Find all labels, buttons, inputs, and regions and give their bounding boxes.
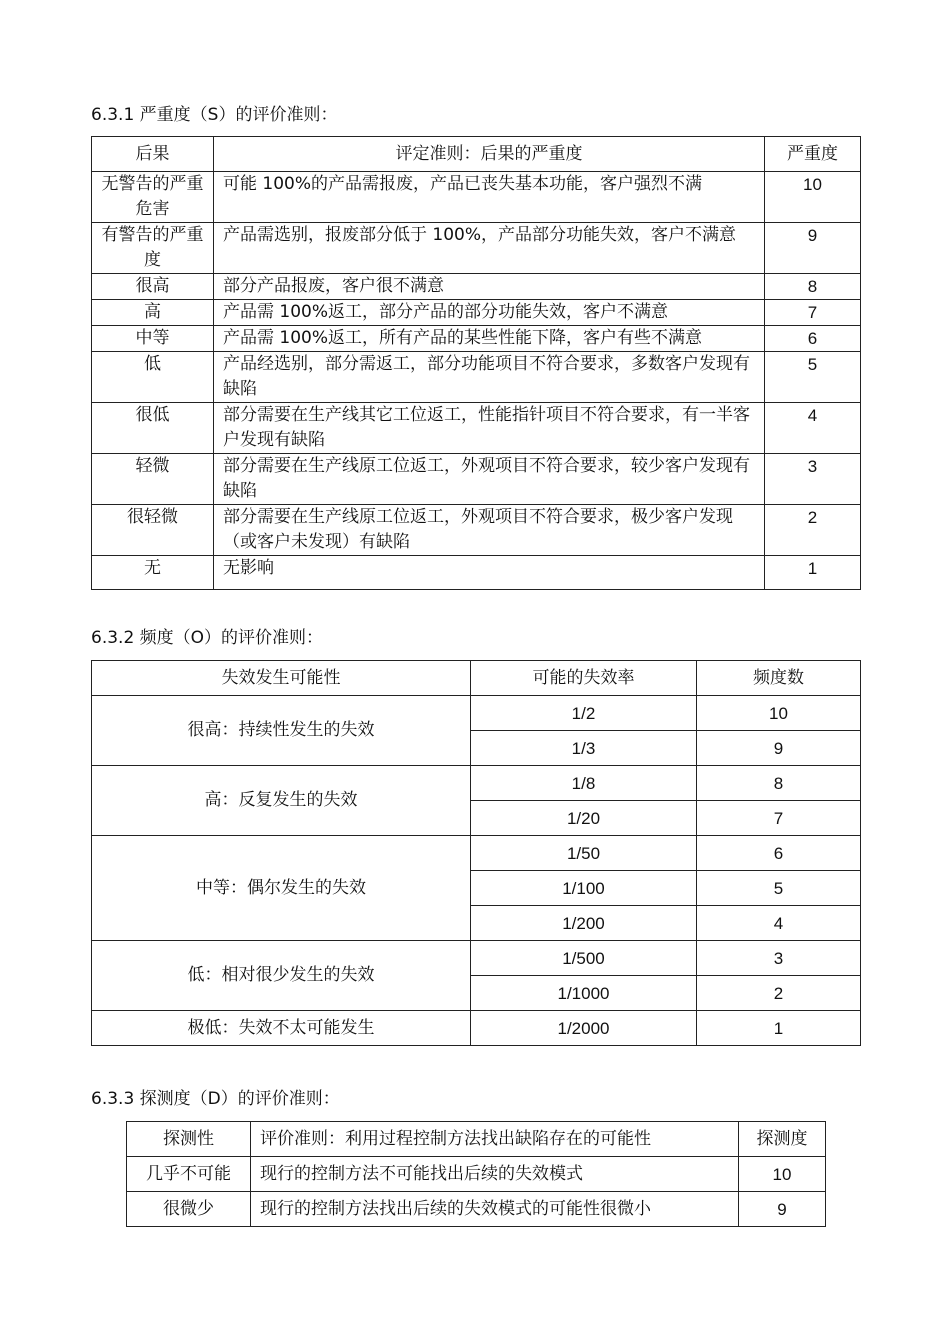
table-row bbox=[92, 403, 861, 454]
rank-cell: 5 bbox=[765, 352, 861, 403]
rank-cell: 8 bbox=[765, 274, 861, 300]
table-row bbox=[127, 1192, 826, 1227]
table-row bbox=[92, 300, 861, 326]
table-row bbox=[92, 556, 861, 590]
column-header: 探测度 bbox=[739, 1122, 826, 1157]
criteria-cell: 产品需选别，报废部分低于 100%，产品部分功能失效，客户不满意 bbox=[214, 223, 765, 274]
effect-cell: 很低 bbox=[92, 403, 214, 454]
rank-cell: 6 bbox=[765, 326, 861, 352]
column-header: 频度数 bbox=[697, 661, 861, 696]
table-row bbox=[92, 326, 861, 352]
rate-cell: 1/1000 bbox=[471, 976, 697, 1011]
effect-cell: 有警告的严重度 bbox=[92, 223, 214, 274]
column-header: 评价准则：利用过程控制方法找出缺陷存在的可能性 bbox=[251, 1122, 739, 1157]
rank-cell: 10 bbox=[765, 172, 861, 223]
occurrence-table bbox=[91, 660, 861, 1046]
table-row bbox=[92, 766, 861, 801]
severity-heading: 6.3.1 严重度（S）的评价准则： bbox=[91, 105, 338, 125]
effect-cell: 中等 bbox=[92, 326, 214, 352]
table-row bbox=[92, 1011, 861, 1046]
rate-cell: 1/20 bbox=[471, 801, 697, 836]
effect-cell: 很轻微 bbox=[92, 505, 214, 556]
rate-cell: 1/3 bbox=[471, 731, 697, 766]
table-row bbox=[92, 274, 861, 300]
likelihood-cell: 低：相对很少发生的失效 bbox=[92, 941, 471, 1011]
column-header: 后果 bbox=[92, 137, 214, 172]
criteria-cell: 部分需要在生产线原工位返工，外观项目不符合要求，极少客户发现（或客户未发现）有缺陷 bbox=[214, 505, 765, 556]
criteria-cell: 无影响 bbox=[214, 556, 765, 590]
criteria-cell: 部分产品报废，客户很不满意 bbox=[214, 274, 765, 300]
rate-cell: 1/2 bbox=[471, 696, 697, 731]
table-row bbox=[92, 172, 861, 223]
effect-cell: 很高 bbox=[92, 274, 214, 300]
table-row bbox=[92, 941, 861, 976]
detectability-cell: 很微少 bbox=[127, 1192, 251, 1227]
criteria-cell: 可能 100%的产品需报废，产品已丧失基本功能，客户强烈不满 bbox=[214, 172, 765, 223]
effect-cell: 高 bbox=[92, 300, 214, 326]
effect-cell: 无 bbox=[92, 556, 214, 590]
rank-cell: 3 bbox=[697, 941, 861, 976]
rank-cell: 2 bbox=[697, 976, 861, 1011]
rank-cell: 1 bbox=[765, 556, 861, 590]
rank-cell: 2 bbox=[765, 505, 861, 556]
criteria-cell: 产品需 100%返工，所有产品的某些性能下降，客户有些不满意 bbox=[214, 326, 765, 352]
rate-cell: 1/100 bbox=[471, 871, 697, 906]
column-header: 探测性 bbox=[127, 1122, 251, 1157]
rate-cell: 1/2000 bbox=[471, 1011, 697, 1046]
criteria-cell: 产品经选别，部分需返工，部分功能项目不符合要求，多数客户发现有缺陷 bbox=[214, 352, 765, 403]
table-header-row bbox=[92, 137, 861, 172]
table-row bbox=[92, 352, 861, 403]
rate-cell: 1/500 bbox=[471, 941, 697, 976]
table-row bbox=[127, 1157, 826, 1192]
likelihood-cell: 很高：持续性发生的失效 bbox=[92, 696, 471, 766]
rank-cell: 4 bbox=[765, 403, 861, 454]
table-header-row bbox=[127, 1122, 826, 1157]
occurrence-heading: 6.3.2 频度（O）的评价准则： bbox=[91, 628, 324, 648]
table-row bbox=[92, 223, 861, 274]
detection-table bbox=[126, 1121, 826, 1227]
likelihood-cell: 中等：偶尔发生的失效 bbox=[92, 836, 471, 941]
severity-table bbox=[91, 136, 861, 590]
column-header: 失效发生可能性 bbox=[92, 661, 471, 696]
criteria-cell: 产品需 100%返工，部分产品的部分功能失效，客户不满意 bbox=[214, 300, 765, 326]
effect-cell: 轻微 bbox=[92, 454, 214, 505]
rank-cell: 10 bbox=[697, 696, 861, 731]
rank-cell: 9 bbox=[739, 1192, 826, 1227]
table-row bbox=[92, 505, 861, 556]
rank-cell: 3 bbox=[765, 454, 861, 505]
rate-cell: 1/200 bbox=[471, 906, 697, 941]
detectability-cell: 几乎不可能 bbox=[127, 1157, 251, 1192]
likelihood-cell: 极低：失效不太可能发生 bbox=[92, 1011, 471, 1046]
table-row bbox=[92, 454, 861, 505]
detection-heading: 6.3.3 探测度（D）的评价准则： bbox=[91, 1089, 340, 1109]
rate-cell: 1/50 bbox=[471, 836, 697, 871]
rank-cell: 4 bbox=[697, 906, 861, 941]
criteria-cell: 部分需要在生产线原工位返工，外观项目不符合要求，较少客户发现有缺陷 bbox=[214, 454, 765, 505]
column-header: 可能的失效率 bbox=[471, 661, 697, 696]
column-header: 严重度 bbox=[765, 137, 861, 172]
criteria-cell: 现行的控制方法找出后续的失效模式的可能性很微小 bbox=[251, 1192, 739, 1227]
rank-cell: 8 bbox=[697, 766, 861, 801]
rank-cell: 1 bbox=[697, 1011, 861, 1046]
rank-cell: 9 bbox=[765, 223, 861, 274]
table-row bbox=[92, 696, 861, 731]
rank-cell: 5 bbox=[697, 871, 861, 906]
rank-cell: 6 bbox=[697, 836, 861, 871]
rank-cell: 10 bbox=[739, 1157, 826, 1192]
rank-cell: 7 bbox=[697, 801, 861, 836]
effect-cell: 低 bbox=[92, 352, 214, 403]
table-header-row bbox=[92, 661, 861, 696]
effect-cell: 无警告的严重危害 bbox=[92, 172, 214, 223]
column-header: 评定准则：后果的严重度 bbox=[214, 137, 765, 172]
table-row bbox=[92, 836, 861, 871]
likelihood-cell: 高：反复发生的失效 bbox=[92, 766, 471, 836]
criteria-cell: 部分需要在生产线其它工位返工，性能指针项目不符合要求，有一半客户发现有缺陷 bbox=[214, 403, 765, 454]
criteria-cell: 现行的控制方法不可能找出后续的失效模式 bbox=[251, 1157, 739, 1192]
rank-cell: 7 bbox=[765, 300, 861, 326]
rank-cell: 9 bbox=[697, 731, 861, 766]
rate-cell: 1/8 bbox=[471, 766, 697, 801]
